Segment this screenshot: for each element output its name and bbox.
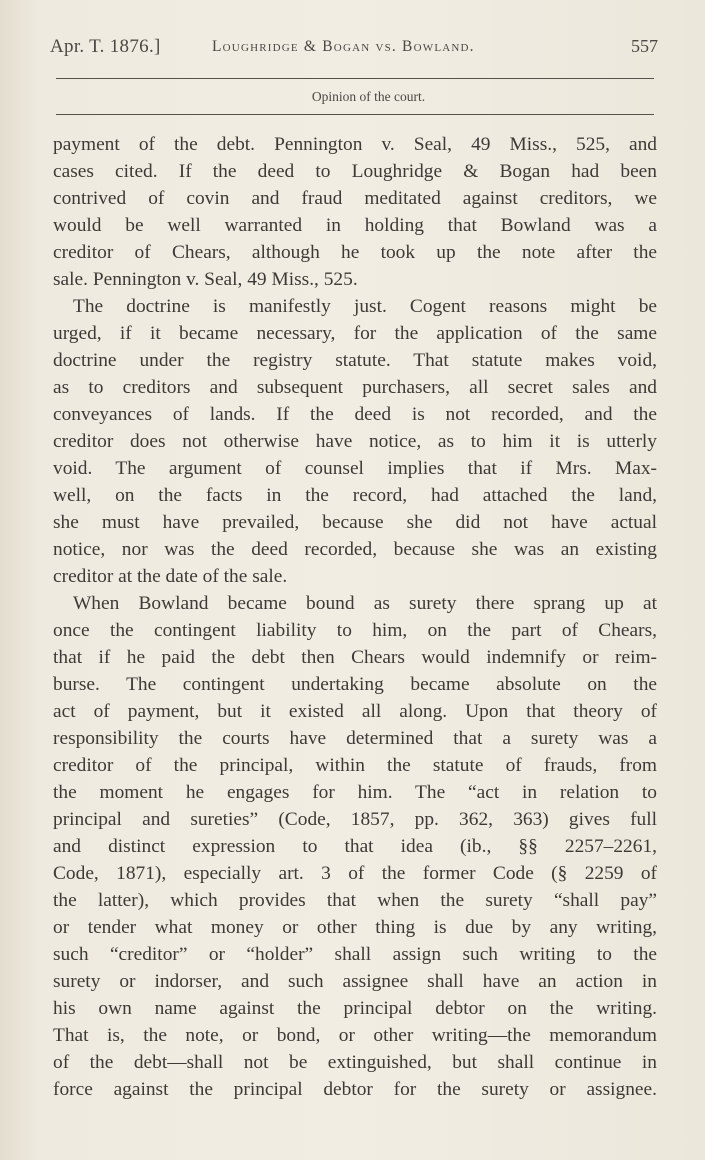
text-line: that if he paid the debt then Chears would indemnify or reim-	[53, 647, 657, 668]
text-line: sale. Pennington v. Seal, 49 Miss., 525.	[53, 269, 358, 290]
text-line: surety or indorser, and such assignee shall have an action in	[53, 971, 657, 992]
running-header	[50, 30, 658, 60]
text-line: notice, nor was the deed recorded, because she was an existing	[53, 539, 657, 560]
text-line: burse. The contingent undertaking became absolute on the	[53, 674, 657, 695]
text-line: force against the principal debtor for the surety or assignee.	[53, 1079, 657, 1100]
text-line: payment of the debt. Pennington v. Seal, 49 Miss., 525, and	[53, 134, 657, 155]
text-line: cases cited. If the deed to Loughridge & Bogan had been	[53, 161, 657, 182]
page-number: 557	[631, 36, 658, 56]
text-line: the latter), which provides that when the surety “shall pay”	[53, 890, 657, 911]
text-line: Code, 1871), especially art. 3 of the former Code (§ 2259 of	[53, 863, 657, 884]
text-line: and distinct expression to that idea (ib., §§ 2257–2261,	[53, 836, 657, 857]
header-rule	[56, 78, 654, 79]
text-line: would be well warranted in holding that Bowland was a	[53, 215, 657, 236]
text-line: such “creditor” or “holder” shall assign such writing to the	[53, 944, 657, 965]
text-line: urged, if it became necessary, for the application of the same	[53, 323, 657, 344]
text-line: creditor of the principal, within the statute of frauds, from	[53, 755, 657, 776]
text-line: the moment he engages for him. The “act in relation to	[53, 782, 657, 803]
text-line: principal and sureties” (Code, 1857, pp. 362, 363) gives full	[53, 809, 657, 830]
section-subheading: Opinion of the court.	[311, 89, 426, 104]
text-line: The doctrine is manifestly just. Cogent reasons might be	[73, 296, 657, 317]
term-date: Apr. T. 1876.]	[50, 36, 161, 57]
subheading-rule	[56, 114, 654, 115]
text-line: act of payment, but it existed all along. Upon that theory of	[53, 701, 657, 722]
text-line: or tender what money or other thing is due by any writing,	[53, 917, 657, 938]
text-line: creditor does not otherwise have notice, as to him it is utterly	[53, 431, 657, 452]
text-line: doctrine under the registry statute. That statute makes void,	[53, 350, 657, 371]
text-line: well, on the facts in the record, had attached the land,	[53, 485, 657, 506]
text-line: contrived of covin and fraud meditated against creditors, we	[53, 188, 657, 209]
text-line: creditor of Chears, although he took up the note after the	[53, 242, 657, 263]
text-line: as to creditors and subsequent purchasers, all secret sales and	[53, 377, 657, 398]
text-line: of the debt—shall not be extinguished, but shall continue in	[53, 1052, 657, 1073]
text-line: she must have prevailed, because she did not have actual	[53, 512, 657, 533]
text-line: creditor at the date of the sale.	[53, 566, 288, 587]
text-line: once the contingent liability to him, on the part of Chears,	[53, 620, 657, 641]
text-line: That is, the note, or bond, or other writing—the memorandum	[53, 1025, 657, 1046]
opinion-text	[53, 131, 657, 1103]
text-line: his own name against the principal debtor on the writing.	[53, 998, 657, 1019]
text-line: void. The argument of counsel implies that if Mrs. Max-	[53, 458, 657, 479]
text-line: When Bowland became bound as surety there sprang up at	[73, 593, 657, 614]
text-line: responsibility the courts have determined that a surety was a	[53, 728, 657, 749]
case-title: Loughridge & Bogan vs. Bowland.	[212, 38, 475, 55]
text-line: conveyances of lands. If the deed is not recorded, and the	[53, 404, 657, 425]
